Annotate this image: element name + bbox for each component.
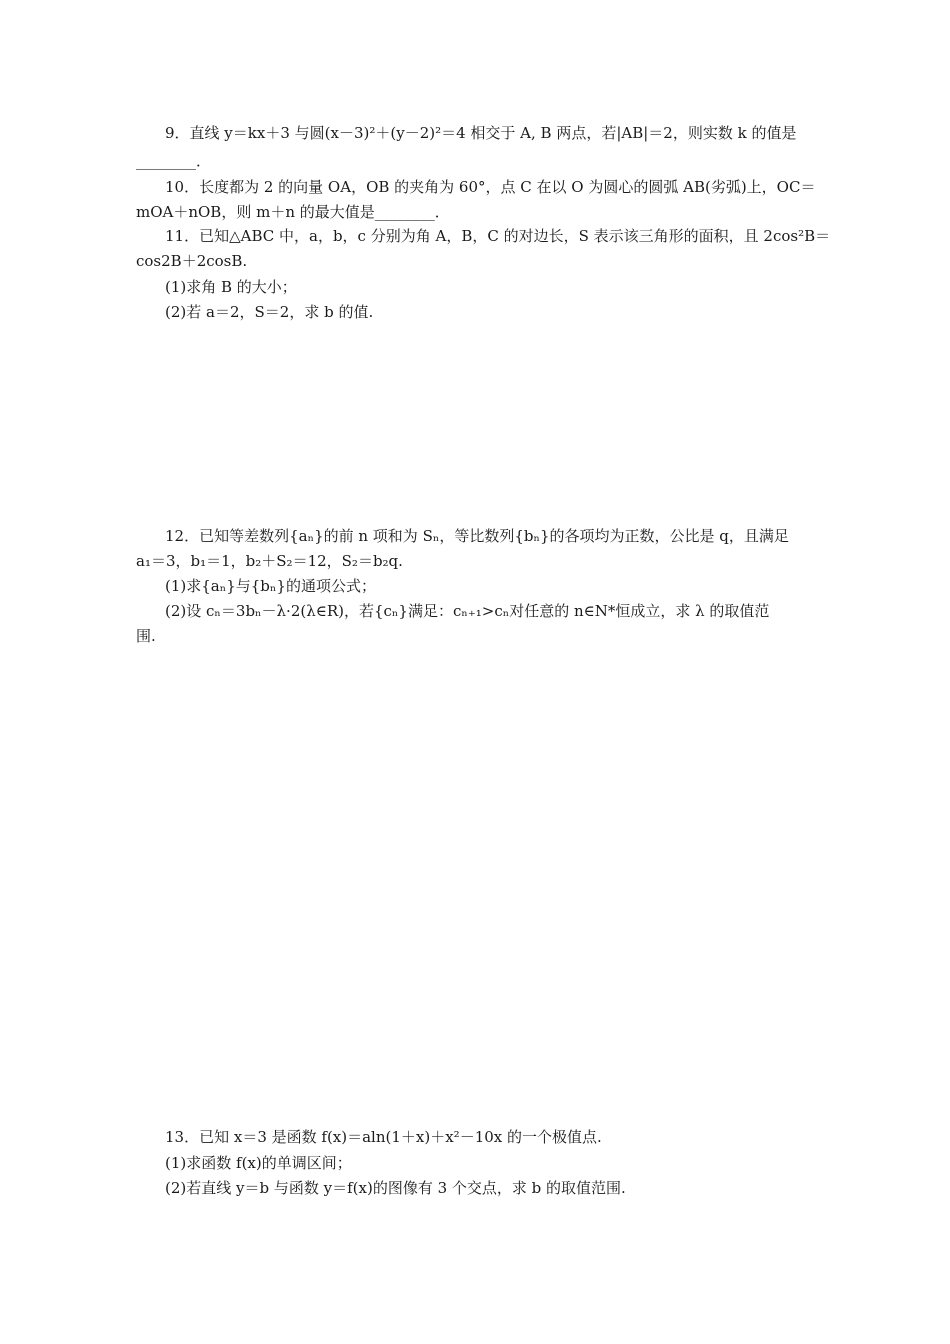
problem-12-line-2: a₁＝3，b₁＝1，b₂＋S₂＝12，S₂＝b₂q. [136, 552, 403, 570]
problem-11-line-1: 11．已知△ABC 中，a，b，c 分别为角 A，B，C 的对边长，S 表示该三角形的面积，且 2cos²B＝ [165, 227, 831, 245]
problem-9-line-2: ________． [136, 152, 212, 170]
problem-10-line-2: mOA＋nOB，则 m＋n 的最大值是________． [136, 203, 450, 221]
problem-12-part-1: (1)求{aₙ}与{bₙ}的通项公式； [165, 577, 376, 595]
problem-11-part-1: (1)求角 B 的大小； [165, 278, 297, 296]
problem-13-part-1: (1)求函数 f(x)的单调区间； [165, 1154, 352, 1172]
problem-12-part-2: (2)设 cₙ＝3bₙ－λ·2(λ∈R)，若{cₙ}满足：cₙ₊₁>cₙ对任意的 n∈N*恒成立，求 λ 的取值范 [165, 602, 770, 620]
problem-10-line-1: 10．长度都为 2 的向量 OA，OB 的夹角为 60°，点 C 在以 O 为圆心的圆弧 AB(劣弧)上，OC＝ [165, 178, 816, 196]
problem-12-line-1: 12．已知等差数列{aₙ}的前 n 项和为 Sₙ，等比数列{bₙ}的各项均为正数，公比是 q，且满足 [165, 527, 789, 545]
problem-13-part-2: (2)若直线 y＝b 与函数 y＝f(x)的图像有 3 个交点，求 b 的取值范围. [165, 1179, 626, 1197]
problem-11-part-2: (2)若 a＝2，S＝2，求 b 的值. [165, 303, 374, 321]
problem-9-line-1: 9．直线 y＝kx＋3 与圆(x－3)²＋(y－2)²＝4 相交于 A, B 两点，若|AB|＝2，则实数 k 的值是 [165, 124, 797, 142]
problem-13-line-1: 13．已知 x＝3 是函数 f(x)＝aln(1＋x)＋x²－10x 的一个极值点. [165, 1128, 602, 1146]
problem-12-part-2-continued: 围. [136, 627, 156, 645]
problem-11-line-2: cos2B＋2cosB. [136, 252, 248, 270]
